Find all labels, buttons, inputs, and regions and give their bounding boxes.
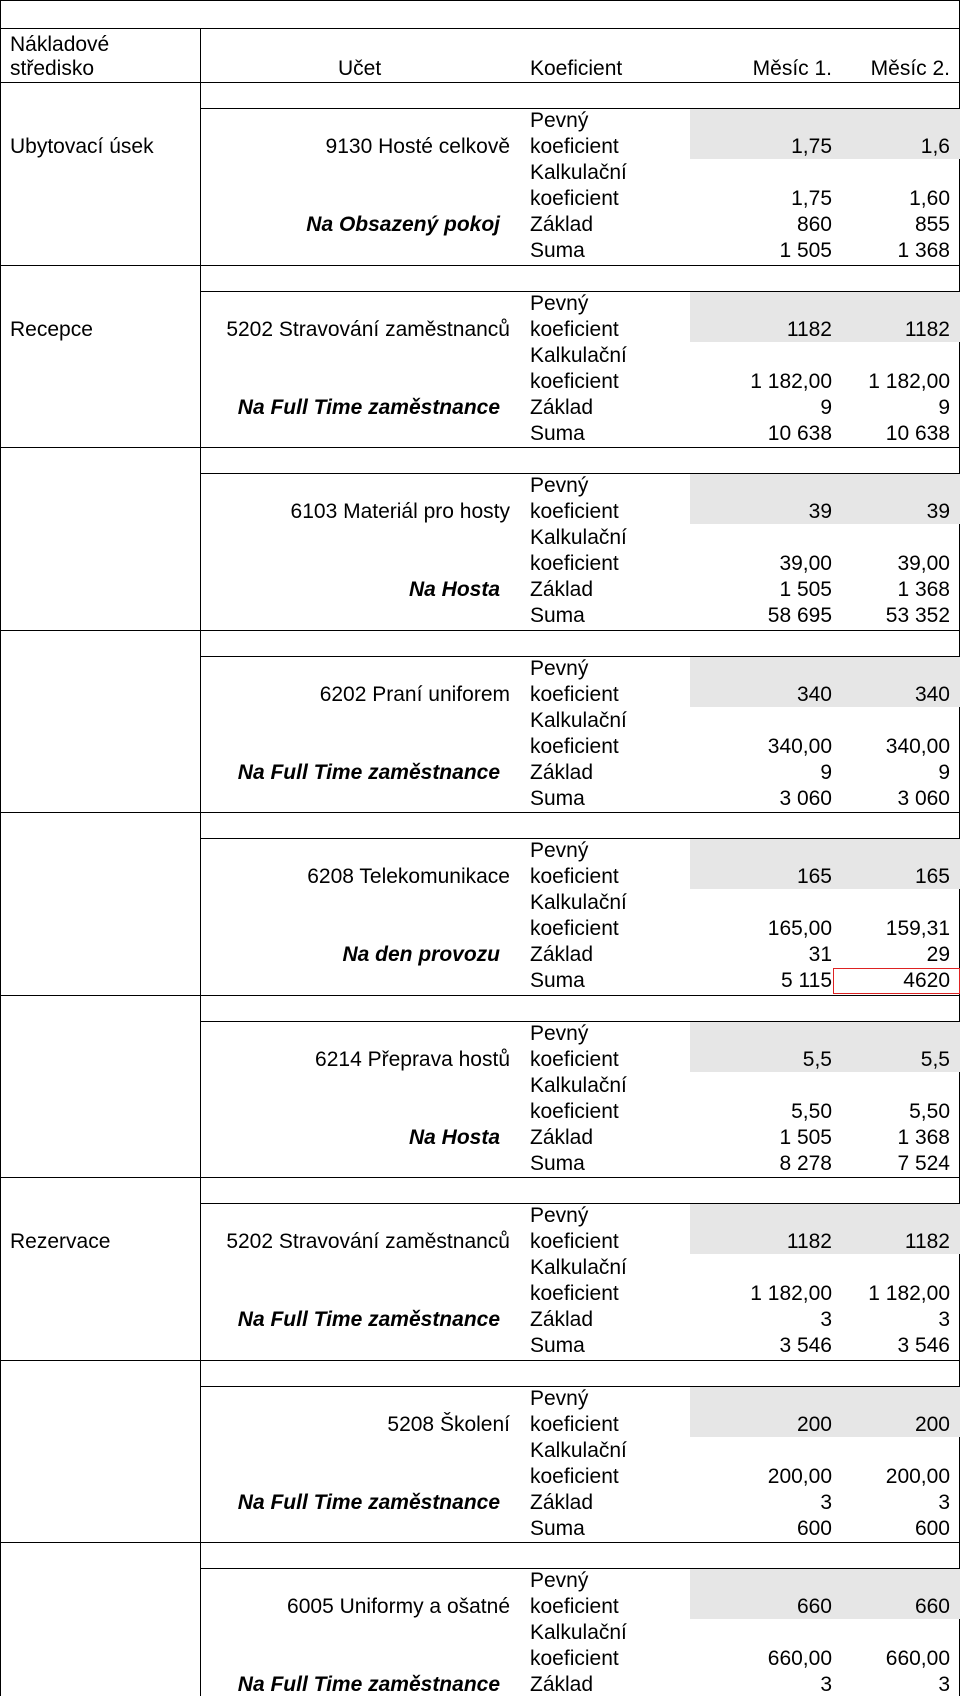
header-account: Učet xyxy=(338,57,382,80)
account-name: 6005 Uniformy a ošatné xyxy=(287,1595,510,1618)
base-month-2: 9 xyxy=(938,761,950,784)
fixed-month-2: 200 xyxy=(914,1413,950,1436)
block-spacer-top xyxy=(0,1360,960,1361)
sum-month-1: 1 505 xyxy=(779,239,832,262)
calc-month-1: 1 182,00 xyxy=(750,370,832,393)
allocation-basis: Na Obsazený pokoj xyxy=(306,213,500,236)
sum-month-2: 53 352 xyxy=(885,604,950,627)
fixed-label-line2: koeficient xyxy=(530,1048,619,1071)
calc-month-2: 340,00 xyxy=(885,735,950,758)
allocation-basis: Na Hosta xyxy=(408,578,500,601)
fixed-month-1: 1182 xyxy=(786,1230,832,1253)
base-month-2: 3 xyxy=(938,1673,950,1696)
sum-month-2: 10 638 xyxy=(885,422,950,445)
fixed-month-1: 340 xyxy=(796,683,832,706)
block-spacer-top xyxy=(0,82,960,83)
fixed-label-line2: koeficient xyxy=(530,318,619,341)
account-name: 6202 Praní uniforem xyxy=(319,683,510,706)
base-label: Základ xyxy=(530,1491,594,1514)
calc-month-2: 1 182,00 xyxy=(868,1282,950,1305)
allocation-basis: Na Full Time zaměstnance xyxy=(237,1308,500,1331)
sum-month-2: 4620 xyxy=(903,969,950,992)
sum-month-2: 7 524 xyxy=(897,1152,950,1175)
base-label: Základ xyxy=(530,1308,594,1331)
sum-month-2: 3 060 xyxy=(897,787,950,810)
calc-label-line1: Kalkulační xyxy=(530,526,627,549)
block-spacer-top xyxy=(0,995,960,996)
fixed-label-line1: Pevný xyxy=(530,1022,589,1045)
base-month-2: 855 xyxy=(914,213,950,236)
sum-month-1: 10 638 xyxy=(767,422,832,445)
base-label: Základ xyxy=(530,1126,594,1149)
base-month-1: 9 xyxy=(820,396,832,419)
fixed-month-1: 1182 xyxy=(786,318,832,341)
calc-month-2: 200,00 xyxy=(885,1465,950,1488)
header-cost-center-line2: středisko xyxy=(10,57,95,80)
fixed-label-line2: koeficient xyxy=(530,1413,619,1436)
account-name: 5202 Stravování zaměstnanců xyxy=(226,1230,510,1253)
fixed-label-line2: koeficient xyxy=(530,1230,619,1253)
cost-center-name: Recepce xyxy=(10,318,93,341)
allocation-basis: Na Full Time zaměstnance xyxy=(237,1491,500,1514)
allocation-basis: Na den provozu xyxy=(342,943,500,966)
base-month-1: 1 505 xyxy=(779,1126,832,1149)
cost-center-name: Rezervace xyxy=(10,1230,111,1253)
calc-month-2: 5,50 xyxy=(909,1100,950,1123)
fixed-month-1: 5,5 xyxy=(802,1048,832,1071)
left-border xyxy=(0,0,1,1696)
account-name: 5202 Stravování zaměstnanců xyxy=(226,318,510,341)
sum-label: Suma xyxy=(530,422,585,445)
base-month-1: 860 xyxy=(796,213,832,236)
fixed-label-line2: koeficient xyxy=(530,135,619,158)
sum-label: Suma xyxy=(530,1517,585,1540)
sum-label: Suma xyxy=(530,604,585,627)
block-spacer-top xyxy=(0,447,960,448)
calc-month-1: 39,00 xyxy=(779,552,832,575)
calc-month-2: 159,31 xyxy=(885,917,950,940)
base-month-1: 31 xyxy=(808,943,832,966)
sum-month-1: 3 060 xyxy=(779,787,832,810)
calc-label-line2: koeficient xyxy=(530,187,619,210)
sum-month-1: 58 695 xyxy=(767,604,832,627)
block-spacer-top xyxy=(0,812,960,813)
fixed-month-1: 200 xyxy=(796,1413,832,1436)
sum-month-2: 1 368 xyxy=(897,239,950,262)
calc-label-line1: Kalkulační xyxy=(530,891,627,914)
calc-label-line2: koeficient xyxy=(530,1282,619,1305)
base-label: Základ xyxy=(530,761,594,784)
block-spacer-top xyxy=(0,265,960,266)
header-month-2: Měsíc 2. xyxy=(870,57,950,80)
sum-month-1: 600 xyxy=(796,1517,832,1540)
fixed-month-2: 1182 xyxy=(904,1230,950,1253)
calc-label-line1: Kalkulační xyxy=(530,344,627,367)
calc-label-line2: koeficient xyxy=(530,1647,619,1670)
sum-month-2: 3 546 xyxy=(897,1334,950,1357)
fixed-label-line1: Pevný xyxy=(530,1387,589,1410)
fixed-month-2: 1182 xyxy=(904,318,950,341)
block-spacer-top xyxy=(0,630,960,631)
selected-cell-highlight xyxy=(833,968,960,994)
allocation-basis: Na Full Time zaměstnance xyxy=(237,761,500,784)
sum-label: Suma xyxy=(530,969,585,992)
calc-label-line1: Kalkulační xyxy=(530,1621,627,1644)
fixed-month-2: 5,5 xyxy=(920,1048,950,1071)
fixed-month-1: 165 xyxy=(796,865,832,888)
sum-label: Suma xyxy=(530,787,585,810)
base-month-1: 9 xyxy=(820,761,832,784)
calc-label-line2: koeficient xyxy=(530,552,619,575)
column-divider xyxy=(200,28,201,1696)
calc-month-1: 5,50 xyxy=(791,1100,832,1123)
fixed-label-line2: koeficient xyxy=(530,865,619,888)
calc-label-line1: Kalkulační xyxy=(530,709,627,732)
calc-label-line2: koeficient xyxy=(530,1465,619,1488)
sum-label: Suma xyxy=(530,1152,585,1175)
fixed-month-1: 1,75 xyxy=(791,135,832,158)
calc-month-1: 1,75 xyxy=(791,187,832,210)
calc-label-line2: koeficient xyxy=(530,917,619,940)
fixed-month-2: 340 xyxy=(914,683,950,706)
base-label: Základ xyxy=(530,213,594,236)
calc-month-1: 165,00 xyxy=(767,917,832,940)
fixed-label-line1: Pevný xyxy=(530,1569,589,1592)
calc-label-line1: Kalkulační xyxy=(530,1074,627,1097)
calc-month-1: 660,00 xyxy=(767,1647,832,1670)
cost-center-name: Ubytovací úsek xyxy=(10,135,154,158)
block-spacer-top xyxy=(0,1542,960,1543)
header-month-1: Měsíc 1. xyxy=(752,57,832,80)
block-spacer-top xyxy=(0,1177,960,1178)
fixed-month-1: 39 xyxy=(808,500,832,523)
allocation-basis: Na Full Time zaměstnance xyxy=(237,396,500,419)
account-name: 6103 Materiál pro hosty xyxy=(290,500,510,523)
calc-month-1: 200,00 xyxy=(767,1465,832,1488)
account-name: 6208 Telekomunikace xyxy=(307,865,510,888)
calc-label-line2: koeficient xyxy=(530,735,619,758)
base-label: Základ xyxy=(530,578,594,601)
sum-month-1: 8 278 xyxy=(779,1152,832,1175)
allocation-basis: Na Full Time zaměstnance xyxy=(237,1673,500,1696)
base-label: Základ xyxy=(530,1673,594,1696)
base-month-2: 9 xyxy=(938,396,950,419)
base-month-2: 3 xyxy=(938,1491,950,1514)
calc-month-1: 340,00 xyxy=(767,735,832,758)
sum-month-1: 5 115 xyxy=(781,969,832,992)
fixed-label-line2: koeficient xyxy=(530,683,619,706)
fixed-label-line1: Pevný xyxy=(530,1204,589,1227)
fixed-month-2: 165 xyxy=(914,865,950,888)
calc-label-line1: Kalkulační xyxy=(530,1439,627,1462)
fixed-month-2: 39 xyxy=(926,500,950,523)
fixed-label-line1: Pevný xyxy=(530,839,589,862)
base-month-1: 1 505 xyxy=(779,578,832,601)
sum-label: Suma xyxy=(530,239,585,262)
top-border xyxy=(0,0,960,1)
sum-label: Suma xyxy=(530,1334,585,1357)
fixed-label-line1: Pevný xyxy=(530,474,589,497)
calc-label-line1: Kalkulační xyxy=(530,1256,627,1279)
calc-label-line2: koeficient xyxy=(530,1100,619,1123)
fixed-month-2: 660 xyxy=(914,1595,950,1618)
base-month-1: 3 xyxy=(820,1308,832,1331)
sum-month-2: 600 xyxy=(914,1517,950,1540)
allocation-basis: Na Hosta xyxy=(408,1126,500,1149)
base-month-2: 1 368 xyxy=(897,1126,950,1149)
base-label: Základ xyxy=(530,943,594,966)
calc-month-2: 660,00 xyxy=(885,1647,950,1670)
fixed-label-line1: Pevný xyxy=(530,109,589,132)
header-top-border xyxy=(0,28,960,29)
fixed-label-line1: Pevný xyxy=(530,657,589,680)
header-cost-center-line1: Nákladové xyxy=(10,33,110,56)
base-month-1: 3 xyxy=(820,1491,832,1514)
fixed-label-line2: koeficient xyxy=(530,1595,619,1618)
base-month-2: 1 368 xyxy=(897,578,950,601)
base-month-1: 3 xyxy=(820,1673,832,1696)
base-month-2: 3 xyxy=(938,1308,950,1331)
account-name: 9130 Hosté celkově xyxy=(325,135,510,158)
account-name: 5208 Školení xyxy=(387,1413,510,1436)
calc-month-1: 1 182,00 xyxy=(750,1282,832,1305)
calc-month-2: 1,60 xyxy=(909,187,950,210)
fixed-month-2: 1,6 xyxy=(920,135,950,158)
calc-month-2: 1 182,00 xyxy=(868,370,950,393)
calc-month-2: 39,00 xyxy=(897,552,950,575)
header-coefficient: Koeficient xyxy=(530,57,623,80)
fixed-label-line1: Pevný xyxy=(530,292,589,315)
calc-label-line1: Kalkulační xyxy=(530,161,627,184)
sum-month-1: 3 546 xyxy=(779,1334,832,1357)
base-label: Základ xyxy=(530,396,594,419)
calc-label-line2: koeficient xyxy=(530,370,619,393)
account-name: 6214 Přeprava hostů xyxy=(315,1048,510,1071)
base-month-2: 29 xyxy=(926,943,950,966)
fixed-label-line2: koeficient xyxy=(530,500,619,523)
fixed-month-1: 660 xyxy=(796,1595,832,1618)
